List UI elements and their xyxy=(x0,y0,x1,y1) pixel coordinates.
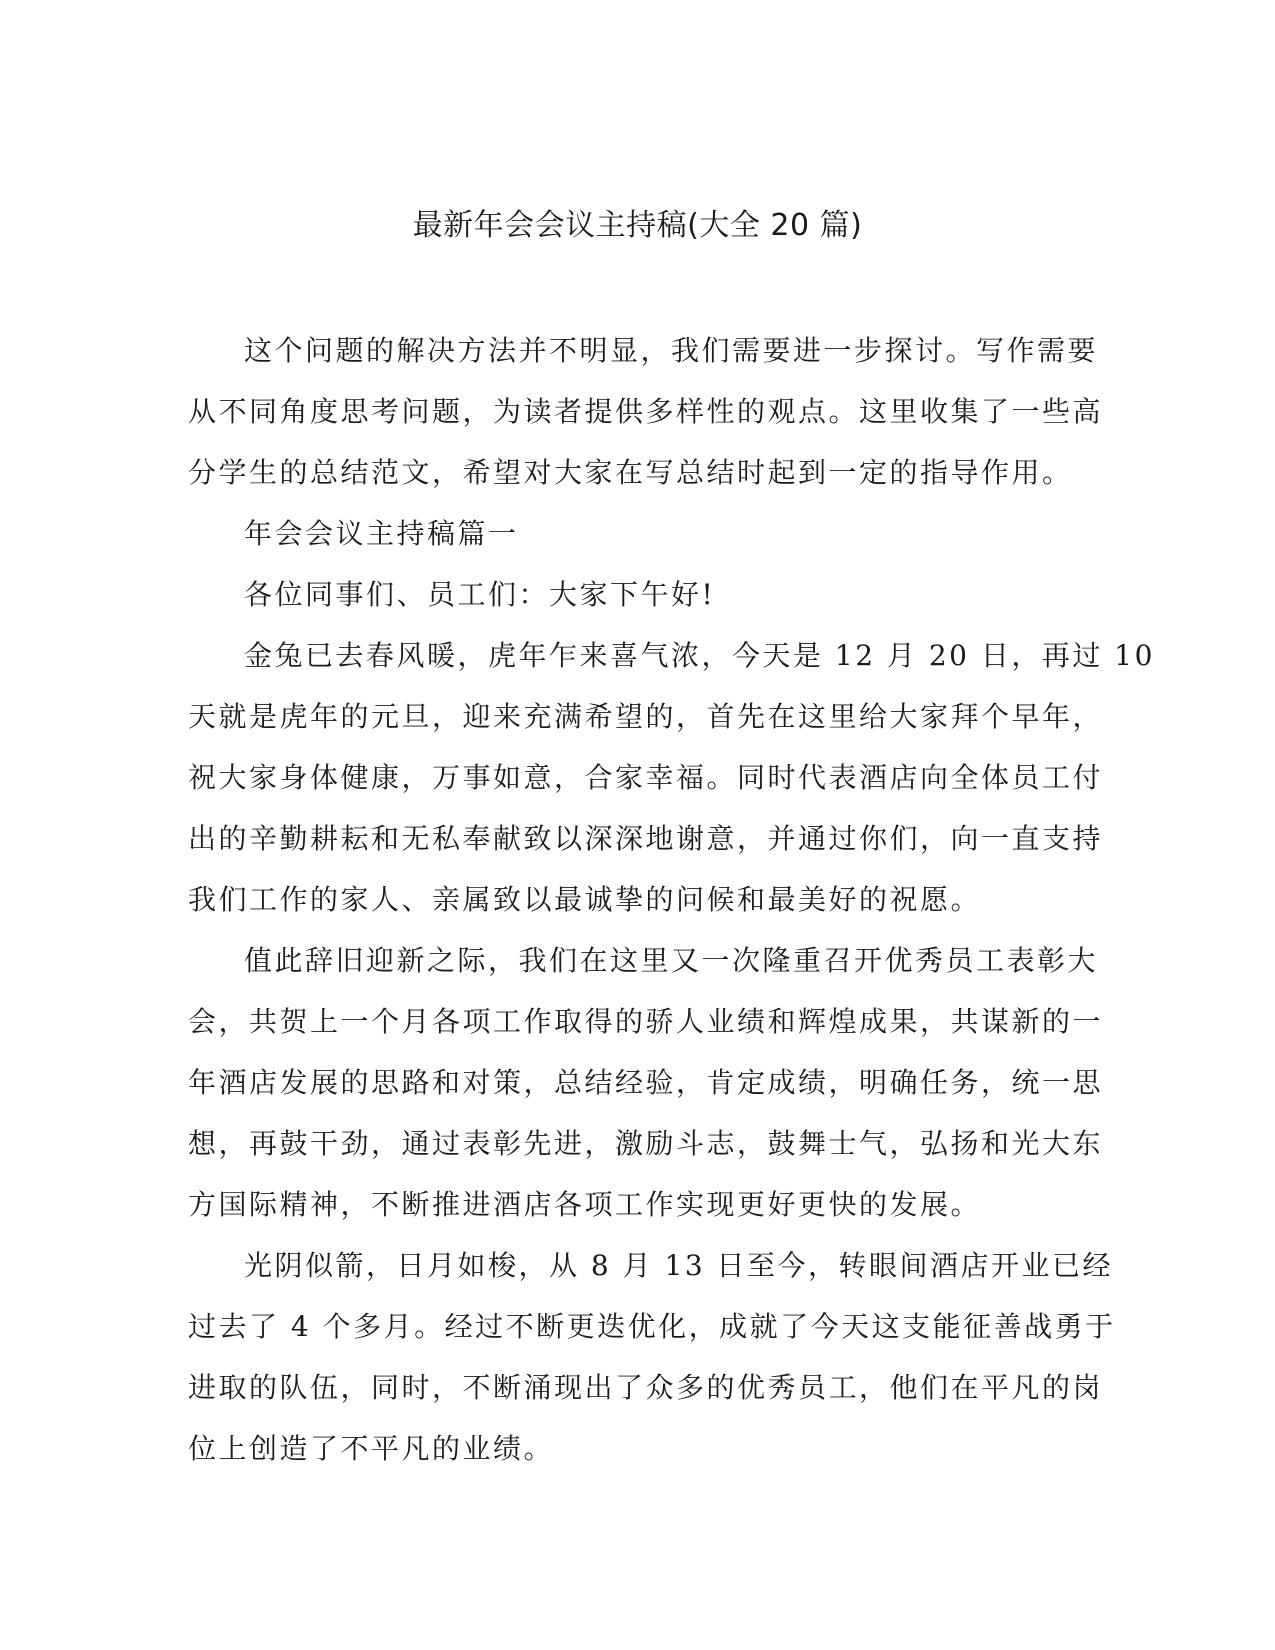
text-line: 年会会议主持稿篇一 xyxy=(244,517,519,550)
text-line: 值此辞旧迎新之际，我们在这里又一次隆重召开优秀员工表彰大 xyxy=(244,944,1099,977)
text-line: 分学生的总结范文，希望对大家在写总结时起到一定的指导作用。 xyxy=(188,456,1073,489)
text-line: 这个问题的解决方法并不明显，我们需要进一步探讨。写作需要 xyxy=(244,334,1099,367)
text-line: 祝大家身体健康，万事如意，合家幸福。同时代表酒店向全体员工付 xyxy=(188,761,1104,794)
text-line: 想，再鼓干劲，通过表彰先进，激励斗志，鼓舞士气，弘扬和光大东 xyxy=(188,1127,1104,1160)
section-heading xyxy=(188,503,1076,564)
text-line: 我们工作的家人、亲属致以最诚挚的问候和最美好的祝愿。 xyxy=(188,883,982,916)
paragraph-intro xyxy=(188,320,1104,503)
paragraph-new-year xyxy=(188,625,1155,930)
text-line: 年酒店发展的思路和对策，总结经验，肯定成绩，明确任务，统一思 xyxy=(188,1066,1104,1099)
paragraph-greeting xyxy=(188,564,1076,625)
text-line: 出的辛勤耕耘和无私奉献致以深深地谢意，并通过你们，向一直支持 xyxy=(188,822,1104,855)
text-line: 进取的队伍，同时，不断涌现出了众多的优秀员工，他们在平凡的岗 xyxy=(188,1371,1104,1404)
document-title: 最新年会会议主持稿(大全 20 篇) xyxy=(412,208,863,243)
paragraph-ceremony xyxy=(188,930,1104,1235)
text-line: 光阴似箭，日月如梭，从 8 月 13 日至今，转眼间酒店开业已经 xyxy=(244,1249,1114,1282)
text-line: 天就是虎年的元旦，迎来充满希望的，首先在这里给大家拜个早年， xyxy=(188,700,1104,733)
text-line: 会，共贺上一个月各项工作取得的骄人业绩和辉煌成果，共谋新的一 xyxy=(188,1005,1104,1038)
paragraph-time-flies xyxy=(188,1235,1116,1479)
document-body xyxy=(188,320,1155,1479)
text-line: 方国际精神，不断推进酒店各项工作实现更好更快的发展。 xyxy=(188,1188,982,1221)
text-line: 过去了 4 个多月。经过不断更迭优化，成就了今天这支能征善战勇于 xyxy=(188,1310,1116,1343)
text-line: 从不同角度思考问题，为读者提供多样性的观点。这里收集了一些高 xyxy=(188,395,1104,428)
text-line: 位上创造了不平凡的业绩。 xyxy=(188,1432,555,1465)
text-line: 各位同事们、员工们：大家下午好! xyxy=(244,578,716,611)
text-line: 金兔已去春风暖，虎年乍来喜气浓，今天是 12 月 20 日，再过 10 xyxy=(244,639,1155,672)
